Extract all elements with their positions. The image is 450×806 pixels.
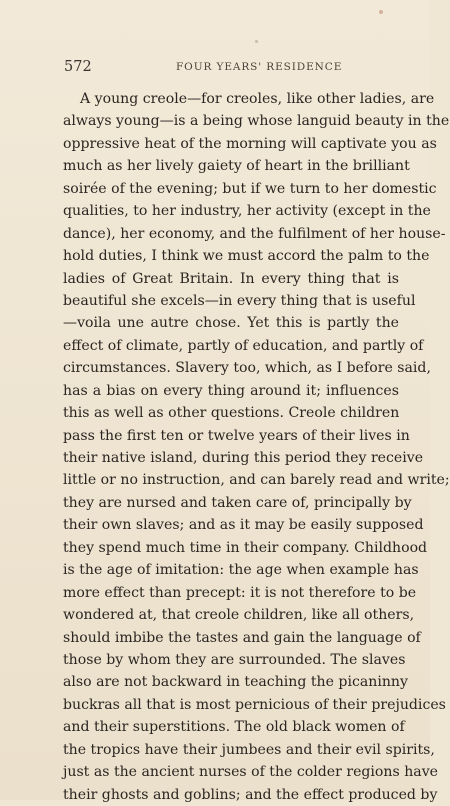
text-line: circumstances. Slavery too, which, as I before said, bbox=[63, 360, 431, 377]
text-line: ladies of Great Britain. In every thing that is bbox=[63, 270, 399, 287]
text-line: their native island, during this period they receive bbox=[63, 450, 424, 466]
text-line: hold duties, I think we must accord the palm to the bbox=[63, 248, 430, 265]
text-line: qualities, to her industry, her activity (except in the bbox=[63, 203, 431, 220]
text-line: their own slaves; and as it may be easily supposed bbox=[63, 517, 424, 534]
text-line: soirée of the evening; but if we turn to her domestic bbox=[63, 180, 437, 197]
text-line: always young—is a being whose languid beauty in the bbox=[63, 113, 450, 130]
text-line: effect of climate, partly of education, and partly of bbox=[63, 337, 424, 354]
text-line: their ghosts and goblins; and the effect produced by bbox=[63, 786, 438, 803]
text-line: this as well as other questions. Creole children bbox=[63, 405, 400, 422]
page-number: 572 bbox=[64, 59, 92, 75]
page-header bbox=[64, 57, 396, 77]
text-line: has a bias on every thing around it; influences bbox=[63, 382, 399, 399]
text-line: beautiful she excels—in every thing that is useful bbox=[63, 292, 416, 309]
text-line: should imbibe the tastes and gain the language of bbox=[63, 629, 421, 646]
text-line: little or no instruction, and can barely read and write; bbox=[63, 472, 450, 489]
text-line: wondered at, that creole children, like all others, bbox=[63, 607, 415, 624]
paper-stain bbox=[379, 10, 383, 14]
paper-speck bbox=[255, 40, 258, 43]
text-line: A young creole—for creoles, like other ladies, are bbox=[80, 91, 435, 107]
running-title: FOUR YEARS' RESIDENCE bbox=[176, 61, 343, 73]
text-line: dance), her economy, and the fulfilment of her house- bbox=[63, 225, 446, 242]
text-line: and their superstitions. The old black women of bbox=[63, 719, 405, 736]
body-text bbox=[63, 88, 450, 806]
text-line: they are nursed and taken care of, principally by bbox=[63, 494, 412, 511]
text-line: pass the first ten or twelve years of their lives in bbox=[63, 427, 410, 444]
text-line: the tropics have their jumbees and their evil spirits, bbox=[63, 741, 435, 758]
text-line: oppressive heat of the morning will captivate you as bbox=[63, 135, 437, 152]
text-line: is the age of imitation: the age when example has bbox=[63, 562, 419, 579]
text-line: —voila une autre chose. Yet this is partly the bbox=[63, 315, 399, 332]
text-line: more effect than precept: it is not therefore to be bbox=[63, 584, 417, 601]
text-line: buckras all that is most pernicious of their prejudices bbox=[63, 696, 446, 713]
text-line: just as the ancient nurses of the colder regions have bbox=[63, 764, 438, 781]
text-line: those by whom they are surrounded. The slaves bbox=[63, 651, 406, 668]
text-line: much as her lively gaiety of heart in the brilliant bbox=[63, 158, 410, 175]
text-line: they spend much time in their company. Childhood bbox=[63, 539, 428, 556]
text-line: also are not backward in teaching the picaninny bbox=[63, 674, 408, 691]
